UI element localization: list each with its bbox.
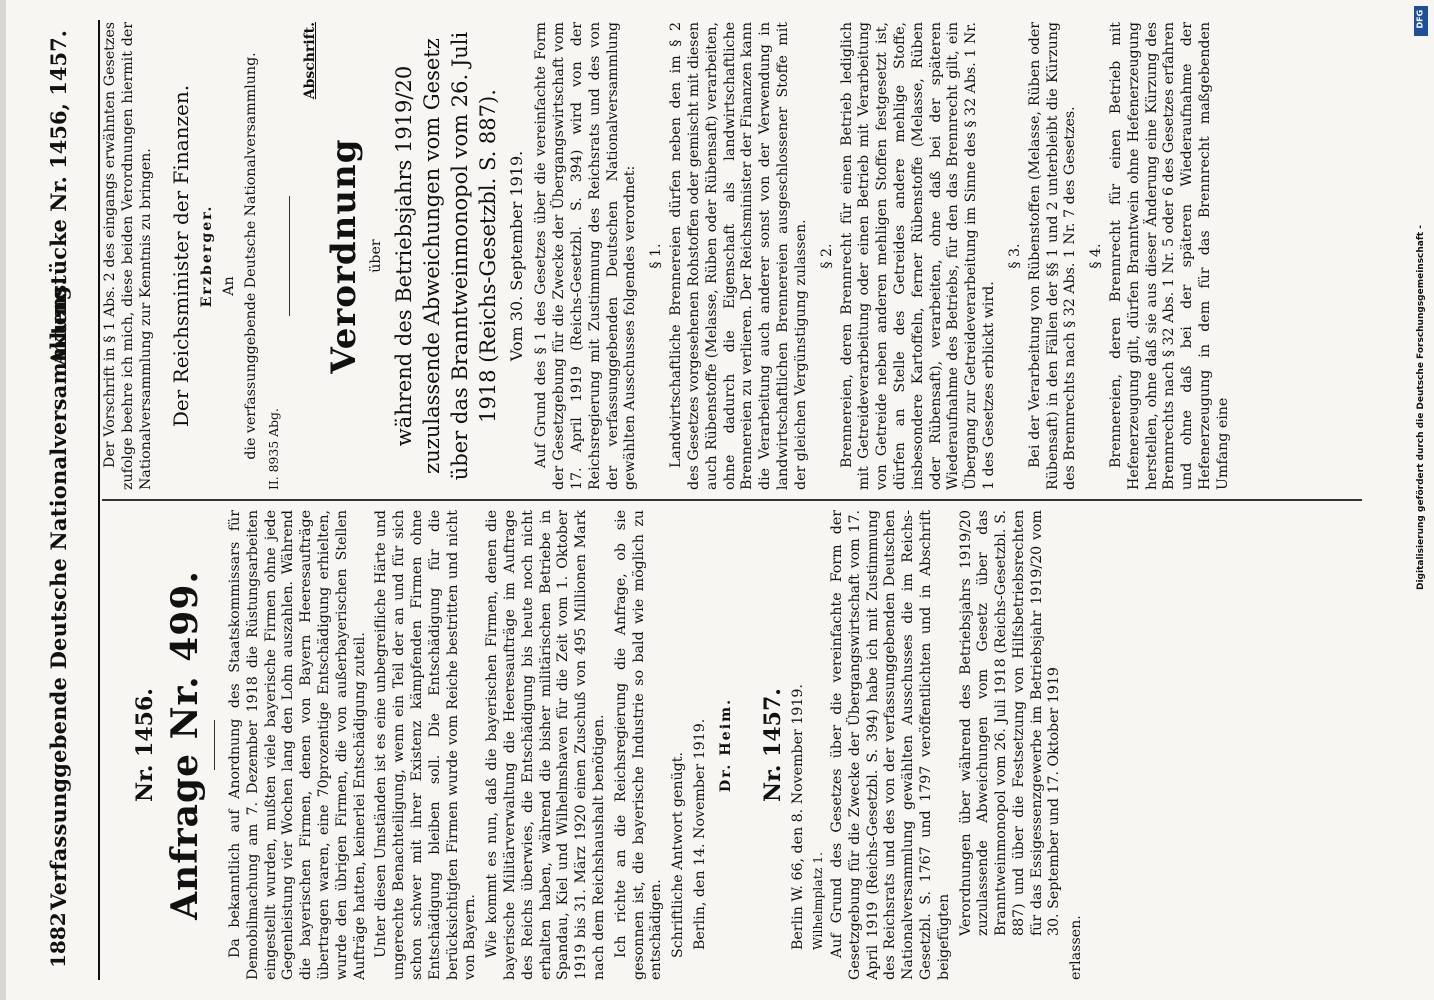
- date-line: Berlin, den 14. November 1919.: [691, 718, 708, 950]
- digitization-stamp: [1416, 10, 1428, 590]
- signature: [718, 510, 734, 980]
- minister-title: Der Reichsminister der Finanzen.: [169, 84, 194, 428]
- verordnung-title: während des Betriebsjahrs 1919/20 zuzulassende Abweichungen vom Gesetz über das Branntweinmonopol vom 26. Juli 1918 (Reichs-Gesetzbl. S. 887).: [391, 31, 500, 481]
- signature-name: Dr. Heim.: [717, 697, 734, 793]
- right-column: [102, 22, 1372, 490]
- paragraph: Auf Grund des § 1 des Gesetzes über die vereinfachte Form der Gesetzgebung für die Zwecke der Übergangswirtschaft vom 17. April 1919 (Reichs-Gesetzbl. S. 394) wird von der Reichsregierung mit Zustimmung des Reichsrats und des von der verfassunggebenden Deutschen Nationalversammlung gewählten Ausschusses folgendes verordnet:: [533, 22, 639, 490]
- page-number: 1882: [46, 912, 70, 968]
- left-column: [102, 510, 1372, 980]
- verordnung-ueber: über: [367, 239, 384, 273]
- address-line: Wilhelmplatz 1.: [809, 851, 825, 950]
- paragraph: Unter diesen Umständen ist es eine unbegreifliche Härte und ungerechte Benachteiligung, wenn ein Teil der an und für sich schon schwer mit ihrer Existenz kämpfenden Firmen ohne Entschädigung bleiben soll. Die Entschädigung für die berücksichtigten Firmen wurde vom Reiche bestritten und nicht von Bayern.: [373, 510, 479, 980]
- section-heading: § 1.: [648, 243, 665, 269]
- abschrift-label: Abschrift.: [301, 22, 318, 100]
- stamp-text: Digitalisierung gefördert durch die Deutsche Forschungsgemeinschaft -: [1416, 225, 1426, 590]
- paragraph: Wie kommt es nun, daß die bayerischen Firmen, denen die bayerische Militärverwaltung die Heeresaufträge im Auftrage des Reichs überwies, die Entschädigung bis heute noch nicht erhalten haben, während die bisher militärischen Betriebe in Spandau, Kiel und Wilhelmshaven für die Zeit vom 1. Oktober 1919 bis 31. März 1920 einen Zuschuß von 495 Millionen Mark nach dem Reichshaushalt benötigen.: [484, 510, 607, 980]
- anfrage-heading: Anfrage Nr. 499.: [164, 570, 206, 920]
- dfg-logo: [1414, 6, 1428, 36]
- paragraph: Landwirtschaftliche Brennereien dürfen neben den im § 2 des Gesetzes vorgesehenen Rohstoffen oder gemischt mit diesen auch Rübenstoffe (Melasse, Rüben oder Rübensaft) verarbeiten, ohne dadurch die Eigenschaft als landwirtschaftliche Brennereien zu verlieren. Der Reichsminister der Finanzen kann die Verarbeitung auch anderer sonst von der Verwendung in landwirtschaftlichen Brennereien ausgeschlossener Stoffe mit der gleichen Vergünstigung zulassen.: [668, 22, 809, 490]
- paragraph: erlassen.: [1068, 915, 1085, 980]
- paragraph: Auf Grund des Gesetzes über die vereinfachte Form der Gesetzgebung für die Zwecke der Übergangswirtschaft vom 17. April 1919 (Reichs-Gesetzbl. S. 394) habe ich mit Zustimmung des Reichsrats und des von der verfassunggebenden Deutschen Nationalversammlung gewählten Ausschusses die im Reichs-Gesetzbl. S. 1767 und 1797 veröffentlichten und in Abschrift beigefügten: [828, 510, 952, 980]
- paragraph: Ich richte an die Reichsregierung die Anfrage, ob sie gesonnen ist, die bayerische Industrie so bald wie möglich zu entschädigen.: [612, 510, 665, 980]
- page-header: [40, 20, 100, 980]
- reference-number: II. 8935 Abg.: [265, 408, 281, 490]
- document-number-1457: Nr. 1457.: [759, 688, 786, 802]
- scan-edge: [0, 0, 6, 1000]
- dfg-logo-text: DFG: [1415, 9, 1425, 29]
- paragraph: Schriftliche Antwort genügt.: [670, 752, 687, 958]
- paragraph: Verordnungen über während des Betriebsjahrs 1919/20 zuzulassende Abweichungen vom Gesetz über das Branntweinmonopol vom 26. Juli 1918 (Reichs-Gesetzbl. S. 887) und über die Festsetzung von Hilfsbetriebsrechten für das Essigessenzgewerbe im Betriebsjahr 1919/20 vom 30. September und 17. Oktober 1919: [957, 510, 1063, 936]
- addressee-label: An: [221, 276, 238, 296]
- paragraph: Brennereien, deren Brennrecht für einen Betrieb mit Hefenerzeugung gilt, dürfen Branntwein ohne Hefenerzeugung herstellen, ohne daß sie aus dieser Änderung eine Kürzung des Brennrechts nach § 32 Abs. 1 Nr. 5 oder 6 des Gesetzes erfahren und ohne daß bei der späteren Wiederaufnahme der Hefenerzeugung in dem für das Brennrecht maßgebenden Umfang eine: [1108, 22, 1231, 490]
- paragraph: Da bekanntlich auf Anordnung des Staatskommissars für Demobilmachung am 7. Dezember 1918 die Rüstungsarbeiten eingestellt wurden, mußten viele bayerische Firmen ohne jede Gegenleistung vier Wochen lang den Lohn auszahlen. Während die bayerischen Firmen, denen von Bayern Heeresaufträge übertragen waren, eine 70prozentige Entschädigung erhielten, wurde den übrigen Firmen, die von außerbayerischen Stellen Aufträge hatten, keinerlei Entschädigung zuteil.: [227, 510, 368, 980]
- verordnung-date: Vom 30. September 1919.: [506, 150, 526, 362]
- rotated-document-page: [40, 20, 1380, 980]
- header-aktenstuecke: Aktenstücke Nr. 1456, 1457.: [46, 30, 71, 366]
- separator: [289, 196, 290, 316]
- signature-name: Erzberger.: [199, 204, 216, 308]
- paragraph: Der Vorschrift in § 1 Abs. 2 des eingangs erwähnten Gesetzes zufolge beehre ich mich, diese beiden Verordnungen hiermit der Nationalversammlung zur Kenntnis zu bringen.: [102, 22, 154, 490]
- abschrift-row: [302, 22, 320, 490]
- verordnung-heading: Verordnung: [323, 138, 364, 374]
- paragraph: Brennereien, deren Brennrecht für einen Betrieb lediglich mit Getreideverarbeitung oder einen Betrieb mit Verarbeitung von Getreide neben anderen mehligen Stoffen festgesetzt ist, dürfen an Stelle des Getreides andere mehlige Stoffe, insbesondere Kartoffeln, ferner Rübenstoffe (Melasse, Rüben oder Rübensaft), verarbeiten, ohne daß bei der späteren Wiederaufnahme des Betriebs, für den das Brennrecht gilt, ein Übergang zur Getreideverarbeitung im Sinne des § 32 Abs. 1 Nr. 1 des Gesetzes erblickt wird.: [838, 22, 997, 490]
- signature: [199, 22, 215, 490]
- date-line: Berlin W. 66, den 8. November 1919.: [789, 684, 806, 950]
- column-divider: [102, 500, 1362, 502]
- document-number-1456: Nr. 1456.: [132, 688, 158, 802]
- header-title: Verfassunggebende Deutsche Nationalversammlung.: [46, 278, 71, 910]
- separator: [214, 720, 215, 770]
- section-heading: § 3.: [1006, 243, 1023, 269]
- section-heading: § 2.: [818, 243, 835, 269]
- section-heading: § 4.: [1088, 243, 1105, 269]
- addressee: die verfassunggebende Deutsche Nationalversammlung.: [243, 52, 260, 460]
- paragraph: Bei der Verarbeitung von Rübenstoffen (Melasse, Rüben oder Rübensaft) in den Fällen der §§ 1 und 2 unterbleibt die Kürzung des Brennrechts nach § 32 Abs. 1 Nr. 7 des Gesetzes.: [1026, 22, 1079, 490]
